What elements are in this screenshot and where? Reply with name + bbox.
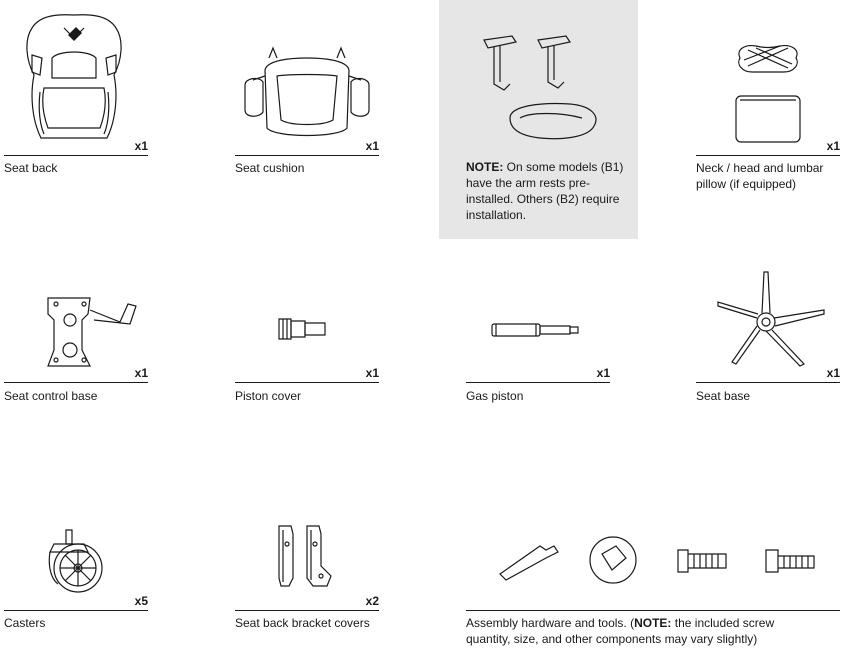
hardware-text-before: Assembly hardware and tools. ( [466, 616, 635, 630]
hardware-text-after: the included screw quantity, size, and other components may vary slightly) [466, 616, 775, 646]
bracket-covers-qty: x2 [365, 594, 379, 608]
hardware-divider [466, 610, 840, 611]
seat-back-label: Seat back [4, 161, 58, 175]
piston-cover-label: Piston cover [235, 389, 302, 403]
seat-base-illustration [696, 268, 840, 368]
caster-illustration [4, 528, 148, 594]
seat-back-divider [4, 155, 148, 156]
armrest-note [466, 159, 626, 223]
gas-piston-divider [466, 382, 610, 383]
hardware-note-prefix: NOTE: [634, 616, 672, 630]
seat-base-qty: x1 [826, 366, 840, 380]
screw-short-icon [678, 550, 726, 572]
bracket-covers-label: Seat back bracket covers [235, 616, 370, 630]
armrests-illustration [470, 28, 610, 148]
seat-base-label: Seat base [696, 389, 751, 403]
armrest-note-prefix: NOTE: [466, 160, 504, 174]
gas-piston-illustration [466, 318, 610, 342]
piston-cover-divider [235, 382, 379, 383]
piston-cover-illustration [235, 315, 379, 345]
seat-control-base-label: Seat control base [4, 389, 98, 403]
hex-key-icon [500, 546, 558, 580]
seat-control-base-divider [4, 382, 148, 383]
seat-back-illustration [4, 0, 148, 150]
pillow-illustration [696, 0, 840, 150]
gas-piston-qty: x1 [596, 366, 610, 380]
seat-control-base-illustration [4, 290, 148, 370]
seat-cushion-label: Seat cushion [235, 161, 305, 175]
hardware-label [466, 615, 806, 647]
pillow-qty: x1 [826, 139, 840, 153]
piston-cover-qty: x1 [365, 366, 379, 380]
seat-cushion-divider [235, 155, 379, 156]
seat-cushion-qty: x1 [365, 139, 379, 153]
caster-cap-icon [590, 537, 636, 583]
casters-label: Casters [4, 616, 46, 630]
hardware-illustration [466, 532, 840, 592]
bracket-covers-illustration [235, 522, 379, 592]
bracket-covers-divider [235, 610, 379, 611]
bolt-icon [766, 550, 814, 572]
seat-back-qty: x1 [134, 139, 148, 153]
seat-cushion-illustration [235, 0, 379, 150]
gas-piston-label: Gas piston [466, 389, 524, 403]
pillow-label: Neck / head and lumbar pillow (if equipped) [696, 161, 824, 191]
seat-control-base-qty: x1 [134, 366, 148, 380]
armrest-note-text: On some models (B1) have the arm rests pre-installed. Others (B2) require installation. [466, 160, 624, 222]
pillow-divider [696, 155, 840, 156]
seat-base-divider [696, 382, 840, 383]
casters-qty: x5 [134, 594, 148, 608]
casters-divider [4, 610, 148, 611]
